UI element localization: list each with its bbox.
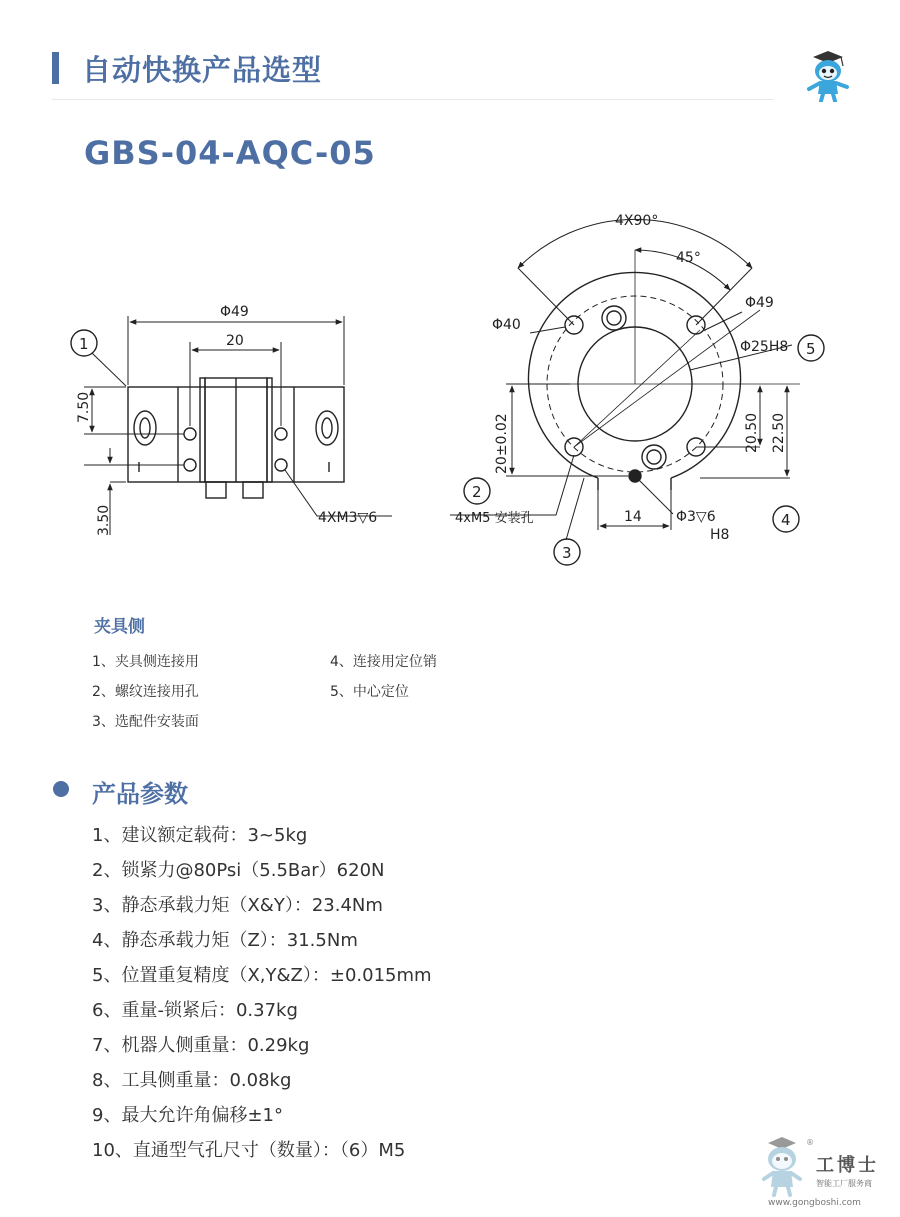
right-pin-fit-label: H8 (710, 527, 730, 543)
callout-1: 1 (79, 335, 89, 353)
param-item-5: 5、位置重复精度（X,Y&Z）：±0.015mm (92, 965, 432, 986)
params-title: 产品参数 (92, 780, 188, 808)
brand-name: 工博士 (816, 1155, 879, 1176)
right-dim14-label: 14 (624, 509, 642, 525)
param-item-6: 6、重量-锁紧后：0.37kg (92, 1000, 298, 1021)
right-dia49-label: Φ49 (745, 295, 774, 311)
right-dim2050-label: 20.50 (744, 412, 760, 453)
right-dia25-label: Φ25H8 (740, 339, 789, 355)
left-dia49-label: Φ49 (220, 304, 249, 320)
right-dim2250-label: 22.50 (771, 412, 787, 453)
param-item-10: 10、直通型气孔尺寸（数量）：（6）M5 (92, 1140, 406, 1161)
technical-drawing (0, 190, 900, 590)
legend-title: 夹具侧 (94, 617, 145, 637)
right-pin-label: Φ3▽6 (676, 509, 716, 525)
right-angle45-label: 45° (676, 250, 701, 266)
model-number: GBS-04-AQC-05 (84, 134, 376, 172)
header-accent-bar (52, 52, 59, 84)
callout-2: 2 (472, 483, 482, 501)
left-thread-label: 4XM3▽6 (318, 510, 378, 526)
left-dim350-label: 3.50 (96, 504, 112, 536)
callout-4: 4 (781, 511, 791, 529)
param-item-4: 4、静态承载力矩（Z）：31.5Nm (92, 930, 358, 951)
callout-5: 5 (806, 340, 816, 358)
legend-item-2: 2、螺纹连接用孔 (92, 684, 199, 700)
param-item-8: 8、工具侧重量：0.08kg (92, 1070, 292, 1091)
brand-logo (760, 1135, 900, 1217)
right-mount-label: 4xM5 安装孔 (455, 511, 534, 526)
legend-item-1: 1、夹具侧连接用 (92, 654, 199, 670)
callout-3: 3 (562, 544, 572, 562)
param-item-1: 1、建议额定载荷：3~5kg (92, 825, 308, 846)
right-dim20tol-label: 20±0.02 (494, 413, 510, 474)
page-title: 自动快换产品选型 (82, 53, 323, 87)
right-angle4x90-label: 4X90° (615, 213, 659, 229)
header-divider (52, 99, 774, 100)
right-dia40-label: Φ40 (492, 317, 521, 333)
legend-item-4: 4、连接用定位销 (330, 654, 437, 670)
param-item-7: 7、机器人侧重量：0.29kg (92, 1035, 310, 1056)
brand-tagline: 智能工厂服务商 (816, 1179, 872, 1188)
param-item-2: 2、锁紧力@80Psi（5.5Bar）620N (92, 860, 385, 881)
brand-registered: ® (806, 1138, 814, 1147)
left-dim20-label: 20 (226, 333, 244, 349)
param-item-3: 3、静态承载力矩（X&Y）：23.4Nm (92, 895, 383, 916)
brand-url: www.gongboshi.com (768, 1198, 861, 1208)
brand-mascot-icon (764, 1137, 800, 1195)
legend-item-5: 5、中心定位 (330, 684, 409, 700)
param-item-9: 9、最大允许角偏移±1° (92, 1105, 283, 1126)
left-dim750-label: 7.50 (76, 391, 92, 423)
legend-item-3: 3、选配件安装面 (92, 714, 199, 730)
mascot-logo-icon (803, 50, 853, 102)
section-bullet-icon (53, 781, 69, 797)
